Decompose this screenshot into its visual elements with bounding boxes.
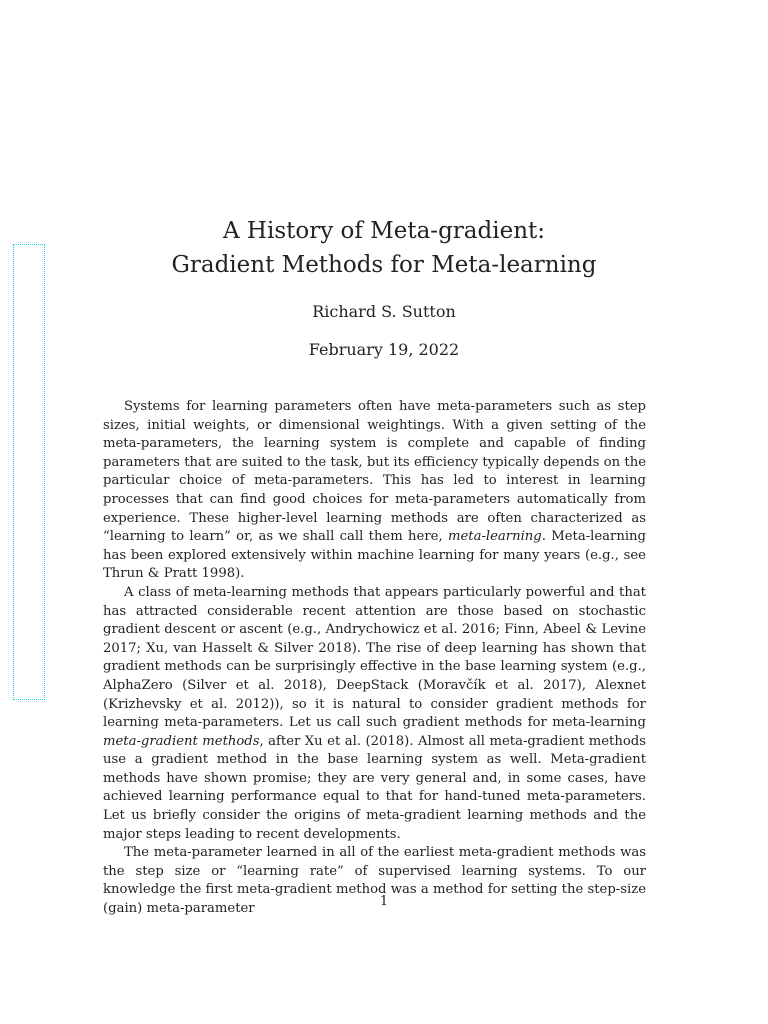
paragraph-1 bbox=[103, 398, 646, 584]
paragraph-1-emphasis: meta-learning bbox=[447, 529, 542, 545]
paragraph-2-text-a: A class of meta-learning methods that appears particularly powerful and that has attracted considerable recent attention are those based on stochastic gradient descent or ascent (e.g., Andrychowicz et al. 2016; Finn, Abeel & Levine 2017; Xu, van Hasselt & Silver 2018). The rise of deep learning has shown that gradient methods can be surprisingly effective in the base learning system (e.g., AlphaZero (Silver et al. 2018), DeepStack (Moravčík et al. 2017), Alexnet (Krizhevsky et al. 2012)), so it is natural to consider gradient methods for learning meta-parameters. Let us call such gradient methods for meta-learning bbox=[103, 584, 646, 731]
paragraph-1-text-a: Systems for learning parameters often have meta-parameters such as step sizes, initial weights, or dimensional weightings. With a given setting of the meta-parameters, the learning system is complete and capable of finding parameters that are suited to the task, but its efficiency typically depends on the particular choice of meta-parameters. This has led to interest in learning processes that can find good choices for meta-parameters automatically from experience. These higher-level learning methods are often characterized as “learning to learn” or, as we shall call them here, bbox=[103, 399, 646, 545]
paper-title-line-2: Gradient Methods for Meta-learning bbox=[171, 252, 597, 278]
paragraph-1-text-b: . Meta-learning has been explored extensively within machine learning for many years (e.g., see Thrun & Pratt 1998). bbox=[103, 529, 646, 582]
paragraph-2 bbox=[103, 584, 646, 844]
abstract-body bbox=[103, 398, 646, 919]
paper-title-line-1: A History of Meta-gradient: bbox=[222, 218, 545, 244]
paragraph-2-text-b: , after Xu et al. (2018). Almost all meta-gradient methods use a gradient method in the base learning system as well. Meta-gradient methods have shown promise; they are very general and, in some cases, have achieved learning performance equal to that for hand-tuned meta-parameters. Let us briefly consider the origins of meta-gradient learning methods and the major steps leading to recent developments. bbox=[103, 733, 646, 842]
paper-date: February 19, 2022 bbox=[308, 340, 460, 359]
paragraph-2-emphasis: meta-gradient methods bbox=[103, 733, 260, 749]
page-number: 1 bbox=[379, 894, 389, 909]
paragraph-3-text: The meta-parameter learned in all of the earliest meta-gradient methods was the step size or “learning rate” of supervised learning systems. To our knowledge the first meta-gradient method was a method for setting the step-size (gain) meta-parameter bbox=[103, 845, 646, 917]
author-name: Richard S. Sutton bbox=[312, 302, 456, 321]
